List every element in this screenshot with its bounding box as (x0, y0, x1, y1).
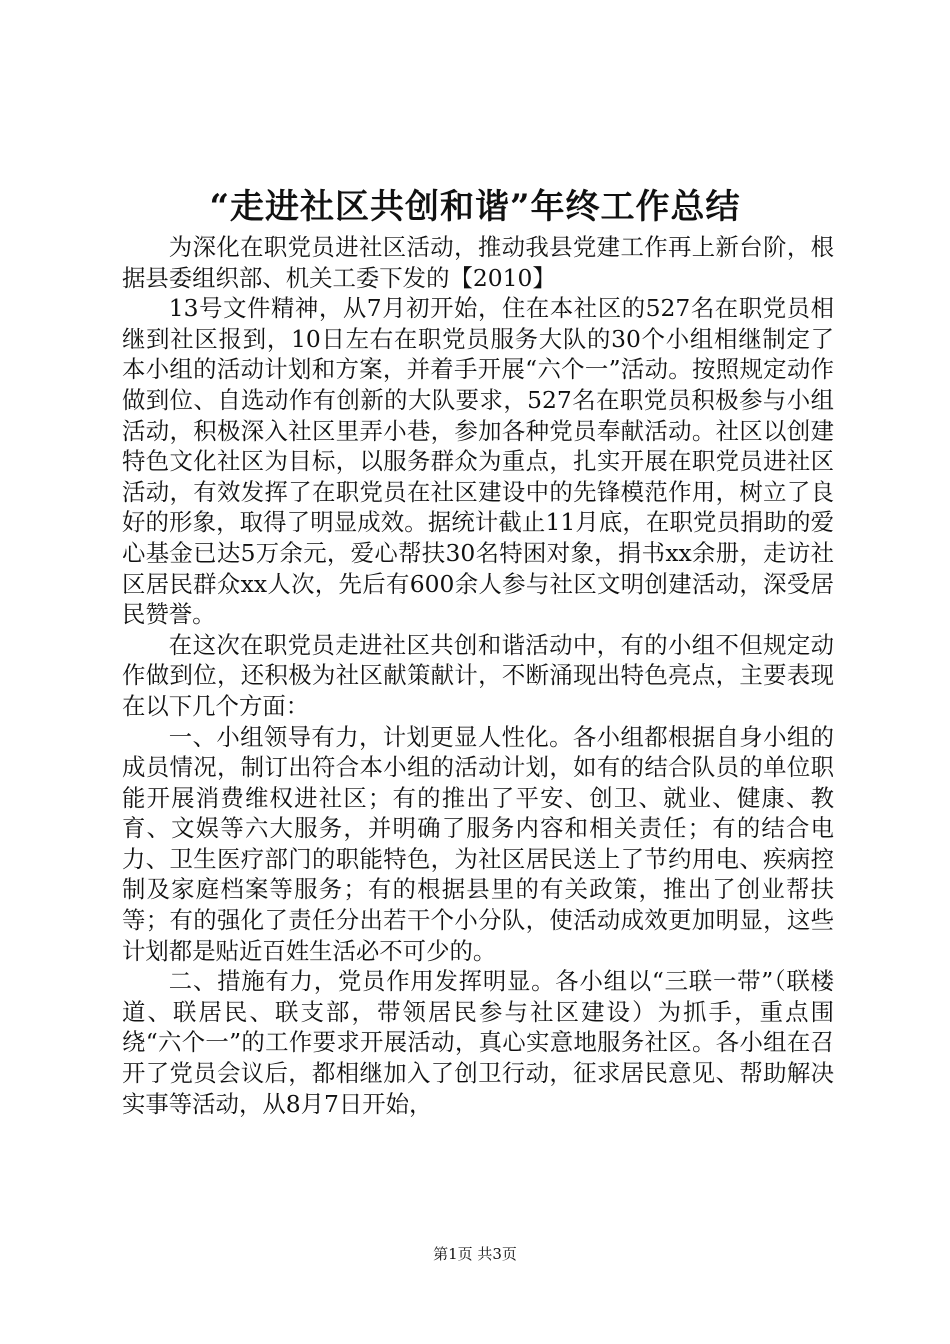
paragraph-3: 在这次在职党员走进社区共创和谐活动中，有的小组不但规定动作做到位，还积极为社区献策献计，不断涌现出特色亮点，主要表现在以下几个方面： (122, 630, 834, 720)
paragraph-4: 一、小组领导有力，计划更显人性化。各小组都根据自身小组的成员情况，制订出符合本小组的活动计划，如有的结合队员的单位职能开展消费维权进社区；有的推出了平安、创卫、就业、健康、教育、文娱等六大服务，并明确了服务内容和相关责任；有的结合电力、卫生医疗部门的职能特色，为社区居民送上了节约用电、疾病控制及家庭档案等服务；有的根据县里的有关政策，推出了创业帮扶等；有的强化了责任分出若干个小分队，使活动成效更加明显，这些计划都是贴近百姓生活必不可少的。 (122, 722, 834, 965)
page-number-footer: 第1页 共3页 (433, 1245, 517, 1263)
paragraph-5: 二、措施有力，党员作用发挥明显。各小组以“三联一带”（联楼道、联居民、联支部，带领居民参与社区建设）为抓手，重点围绕“六个一”的工作要求开展活动，真心实意地服务社区。各小组在召开了党员会议后，都相继加入了创卫行动，征求居民意见、帮助解决实事等活动，从8月7日开始， (122, 967, 834, 1118)
paragraph-2: 13号文件精神，从7月初开始，住在本社区的527名在职党员相继到社区报到，10日左右在职党员服务大队的30个小组相继制定了本小组的活动计划和方案，并着手开展“六个一”活动。按照规定动作做到位、自选动作有创新的大队要求，527名在职党员积极参与小组活动，积极深入社区里弄小巷，参加各种党员奉献活动。社区以创建特色文化社区为目标，以服务群众为重点，扎实开展在职党员进社区活动，有效发挥了在职党员在社区建设中的先锋模范作用，树立了良好的形象，取得了明显成效。据统计截止11月底，在职党员捐助的爱心基金已达5万余元，爱心帮扶30名特困对象，捐书xx余册，走访社区居民群众xx人次，先后有600余人参与社区文明创建活动，深受居民赞誉。 (122, 294, 834, 629)
paragraph-1: 为深化在职党员进社区活动，推动我县党建工作再上新台阶，根据县委组织部、机关工委下发的【2010】 (122, 233, 834, 292)
document-title: “走进社区共创和谐”年终工作总结 (209, 187, 741, 227)
document-body (122, 232, 834, 1119)
